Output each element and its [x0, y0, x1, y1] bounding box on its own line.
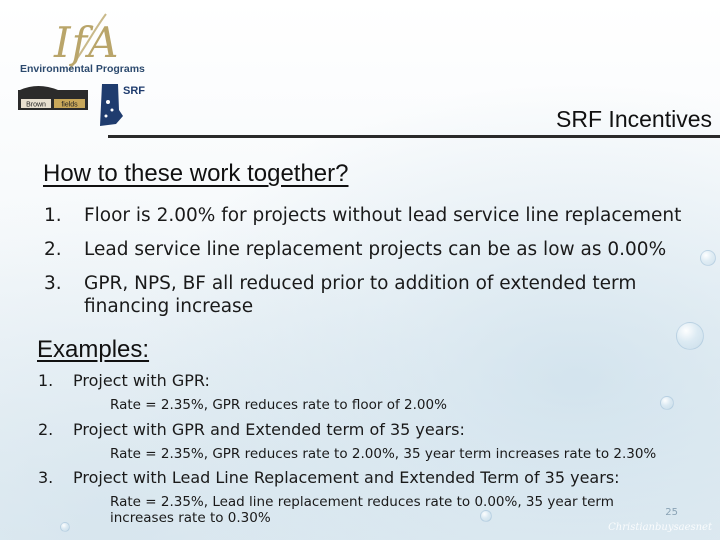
example-item: [38, 468, 718, 526]
brownfields-text-b: fields: [61, 101, 78, 109]
example-detail: Rate = 2.35%, GPR reduces rate to floor of 2.00%: [110, 397, 447, 413]
rules-list: [44, 204, 716, 329]
example-item: [38, 420, 718, 462]
ifa-subtitle: Environmental Programs: [20, 63, 145, 75]
list-number: 3.: [44, 273, 62, 294]
slide-title: SRF Incentives: [556, 106, 712, 132]
brownfields-text-a: Brown: [26, 101, 46, 109]
example-title: Project with GPR:: [73, 371, 210, 390]
watermark: Christianbuysaesnet: [608, 522, 712, 533]
list-item: [44, 272, 716, 318]
srf-text: SRF: [123, 85, 145, 97]
example-detail: Rate = 2.35%, Lead line replacement reduces rate to 0.00%, 35 year term increases rate to 0.30%: [110, 494, 614, 526]
list-text: Lead service line replacement projects can be as low as 0.00%: [84, 239, 667, 260]
example-item: [38, 371, 718, 413]
header-divider: [108, 135, 720, 138]
list-number: 1.: [44, 205, 62, 226]
section-question: How to these work together?: [43, 160, 349, 187]
example-detail: Rate = 2.35%, GPR reduces rate to 2.00%, 35 year term increases rate to 2.30%: [110, 446, 657, 462]
page-number: 25: [665, 507, 678, 518]
example-title: Project with GPR and Extended term of 35 years:: [73, 420, 465, 439]
examples-heading: Examples:: [37, 336, 150, 363]
example-number: 1.: [38, 371, 54, 390]
list-item: [44, 238, 716, 261]
ifa-letters: IfA: [54, 18, 120, 67]
example-number: 2.: [38, 420, 54, 439]
example-number: 3.: [38, 468, 54, 487]
list-text: Floor is 2.00% for projects without lead service line replacement: [84, 205, 682, 226]
list-number: 2.: [44, 239, 62, 260]
brownfields-logo: [18, 84, 88, 114]
example-title: Project with Lead Line Replacement and Extended Term of 35 years:: [73, 468, 620, 487]
list-item: [44, 204, 716, 227]
ifa-logo: [14, 10, 144, 80]
srf-indiana-logo: [92, 80, 145, 128]
list-text: GPR, NPS, BF all reduced prior to addition of extended term financing increase: [84, 273, 637, 317]
